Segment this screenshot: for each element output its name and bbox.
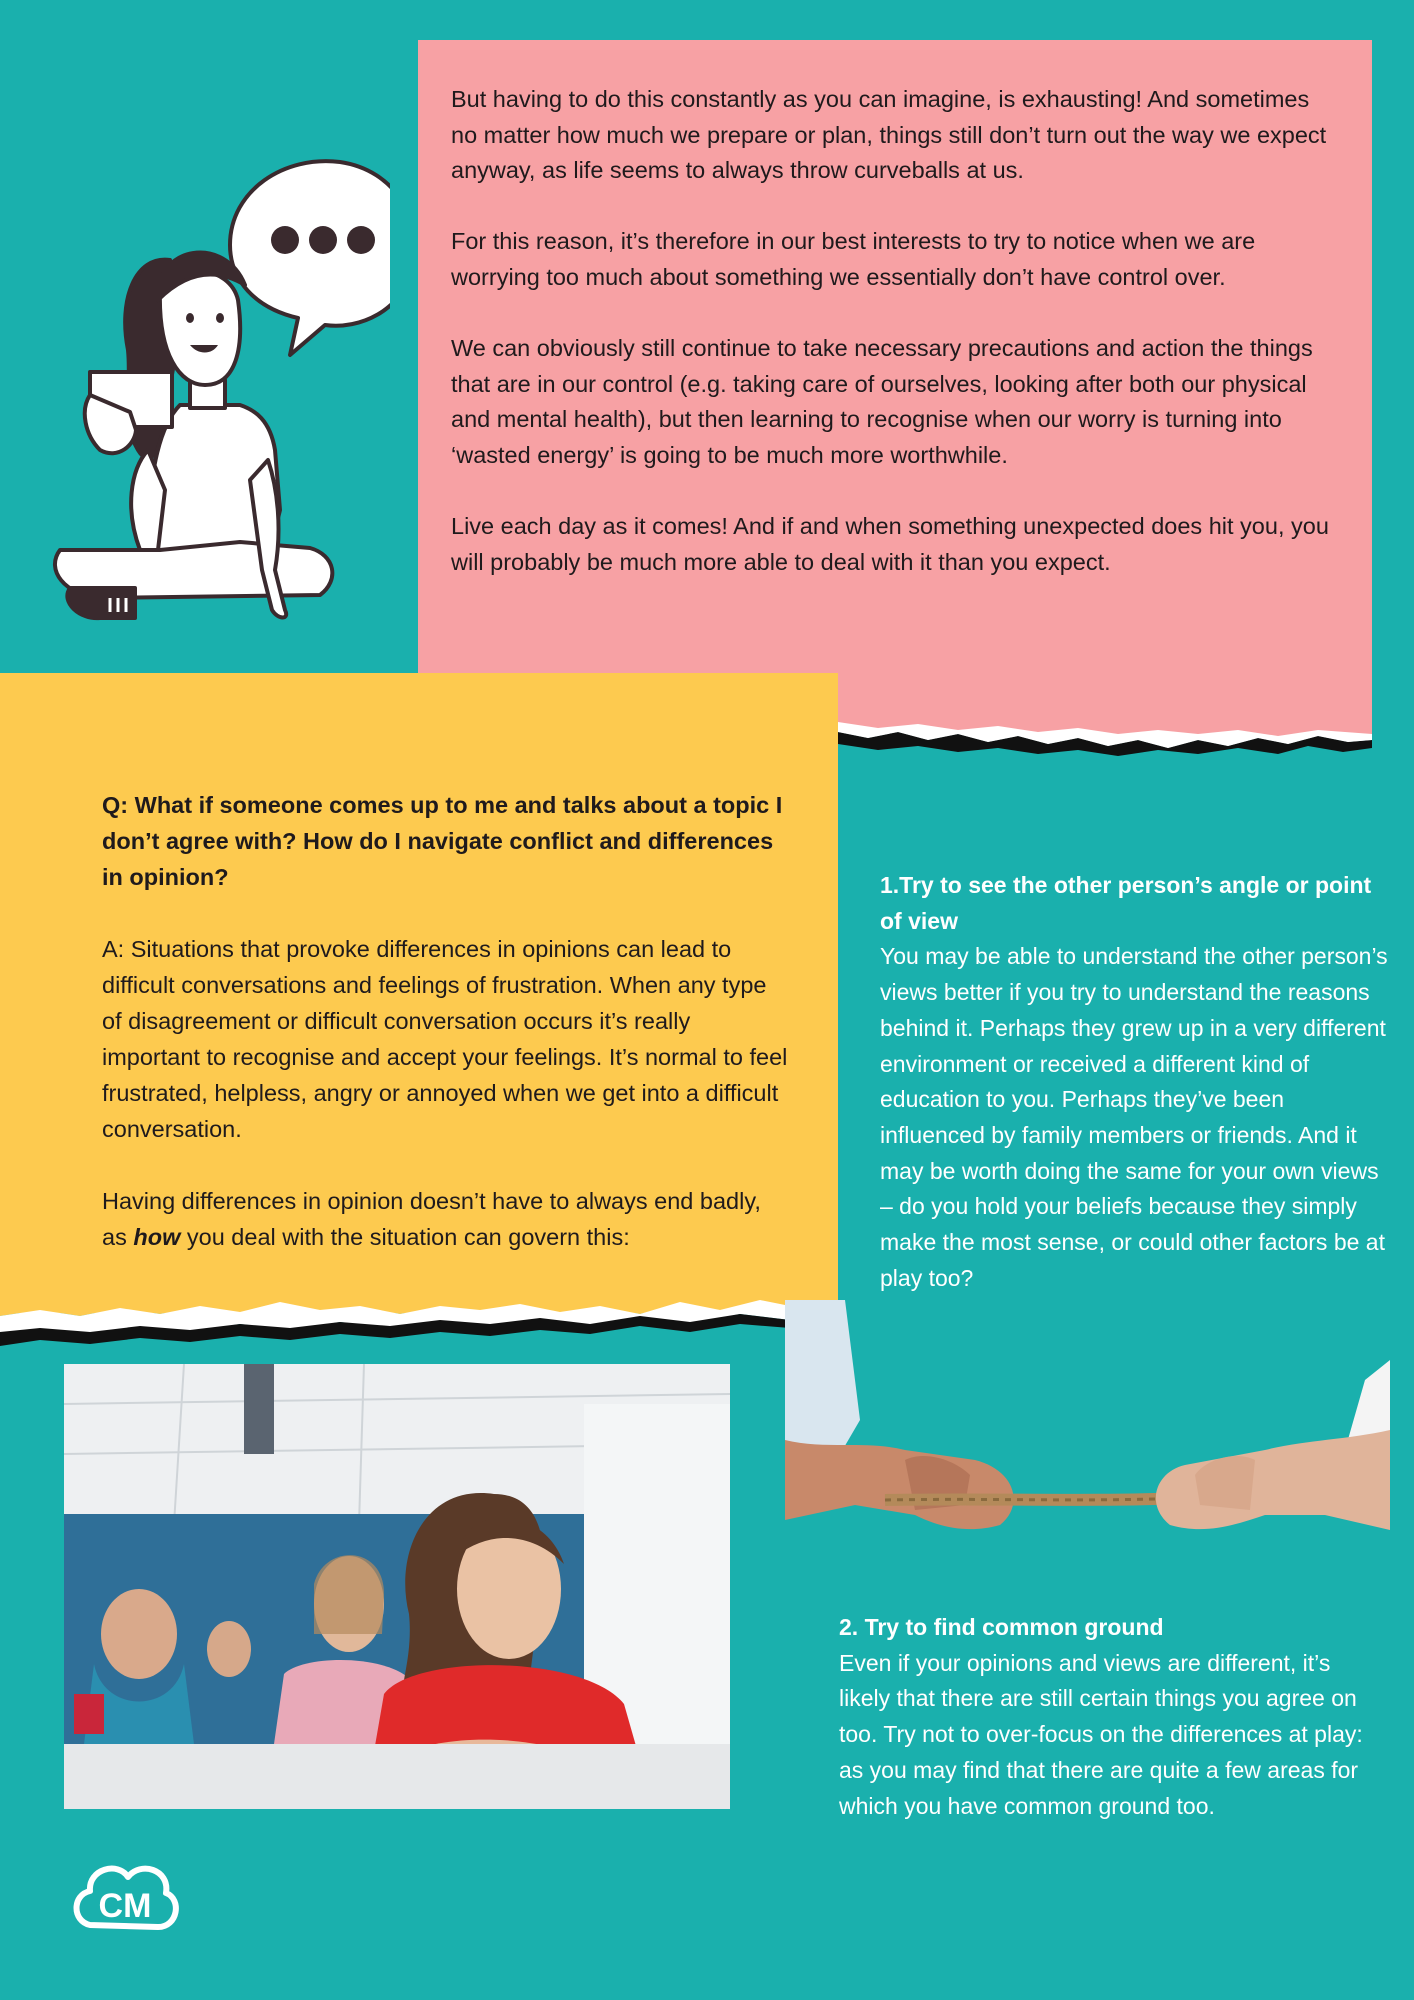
closing-prefix: Having differences in opinion doesn’t have to always end badly, as	[102, 1188, 761, 1250]
tug-of-war-drawing	[785, 1300, 1390, 1565]
yellow-text-block	[102, 787, 792, 1291]
tip-1-body: You may be able to understand the other person’s views better if you try to understand the reasons behind it. Perhaps they grew up in a very different environment or received a different kind of education to you. Perhaps they’ve been influenced by family members or friends. And it may be worth doing the same for your own views – do you hold your beliefs because they simply make the most sense, or could other factors be at play too?	[880, 943, 1388, 1291]
woman-speech-bubble-illustration	[40, 150, 390, 640]
pink-paragraph-2: For this reason, it’s therefore in our best interests to try to notice when we are worrying too much about something we essentially don’t have control over.	[451, 228, 1256, 290]
logo-text: CM	[98, 1887, 152, 1925]
tip-2-body: Even if your opinions and views are different, it’s likely that there are still certain things you agree on too. Try not to over-focus on the differences at play: as you may find that there are quite a few areas for which you have common ground too.	[839, 1649, 1363, 1819]
closing-suffix: you deal with the situation can govern this:	[180, 1224, 630, 1250]
pink-paragraph-4: Live each day as it comes! And if and when something unexpected does hit you, you will probably be much more able to deal with it than you expect.	[451, 513, 1329, 575]
pink-paragraph-3: We can obviously still continue to take necessary precautions and action the things that are in our control (e.g. taking care of ourselves, looking after both our physical and mental health), but then learning to recognise when our worry is turning into ‘wasted energy’ is going to be much more worthwhile.	[451, 335, 1313, 468]
torn-edge-pink	[838, 718, 1376, 758]
pink-paragraph-1: But having to do this constantly as you can imagine, is exhausting! And sometimes no matter how much we prepare or plan, things still don’t turn out the way we expect anyway, as life seems to always throw curveballs at us.	[451, 86, 1327, 184]
tip-1-heading: 1.Try to see the other person’s angle or point of view	[880, 872, 1372, 934]
classroom-photo-drawing	[64, 1364, 730, 1809]
classroom-photo	[64, 1364, 730, 1809]
closing-text	[102, 1183, 792, 1255]
tip-2-heading: 2. Try to find common ground	[839, 1614, 1164, 1640]
answer-text: A: Situations that provoke differences in opinions can lead to difficult conversations and feelings of frustration. When any type of disagreement or difficult conversation occurs it’s really important to recognise and accept your feelings. It’s normal to feel frustrated, helpless, angry or annoyed when we get into a difficult conversation.	[102, 936, 788, 1142]
closing-emphasis: how	[133, 1224, 181, 1250]
pink-text-block	[451, 82, 1331, 616]
tug-of-war-photo	[785, 1300, 1390, 1565]
cm-logo	[70, 1855, 180, 1945]
tip-2	[839, 1610, 1379, 1824]
tip-1	[880, 868, 1390, 1296]
question-text: Q: What if someone comes up to me and talks about a topic I don’t agree with? How do I navigate conflict and differences in opinion?	[102, 792, 783, 890]
